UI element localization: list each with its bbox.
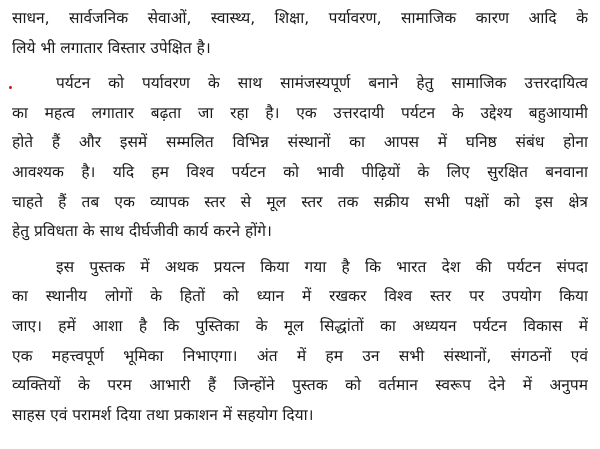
text-line: आवश्यक है। यदि हम विश्व पर्यटन को भावी पीढ़ियों के लिए सुरक्षित बनवाना: [12, 162, 588, 181]
text-line: जाए। हमें आशा है कि पुस्तिका के मूल सिद्धांतों का अध्ययन पर्यटन विकास में: [12, 316, 588, 335]
text-line: हेतु प्रविधता के साथ दीर्घजीवी कार्य करने होंगे।: [12, 222, 272, 241]
text-line: होते हैं और इसमें सम्मलित विभिन्न संस्थानों का आपस में घनिष्ठ संबंध होना: [12, 133, 588, 152]
text-line: लिये भी लगातार विस्तार उपेक्षित है।: [12, 38, 211, 57]
text-line: पर्यटन को पर्यावरण के साथ सामंजस्यपूर्ण बनाने हेतु सामाजिक उत्तरदायित्व: [56, 74, 588, 93]
text-line: एक महत्त्वपूर्ण भूमिका निभाएगा। अंत में हम उन सभी संस्थानों, संगठनों एवं: [12, 346, 588, 365]
text-line: साहस एवं परामर्श दिया तथा प्रकाशन में सहयोग दिया।: [12, 405, 314, 424]
paragraph-3: [12, 253, 588, 431]
paragraph-2: [12, 69, 588, 247]
text-line: व्यक्तियों के परम आभारी हैं जिन्होंने पुस्तक को वर्तमान स्वरूप देने में अनुपम: [12, 376, 588, 395]
text-line: साधन, सार्वजनिक सेवाओं, स्वास्थ्य, शिक्षा, पर्यावरण, सामाजिक कारण आदि के: [12, 9, 588, 27]
text-line: इस पुस्तक में अथक प्रयत्न किया गया है कि भारत देश की पर्यटन संपदा: [56, 257, 588, 276]
text-line: चाहते हैं तब एक व्यापक स्तर से मूल स्तर तक सक्रीय सभी पक्षों को इस क्षेत्र: [12, 192, 588, 211]
margin-mark: [9, 86, 12, 89]
text-line: का महत्व लगातार बढ़ता जा रहा है। एक उत्तरदायी पर्यटन के उद्देश्य बहुआयामी: [12, 103, 588, 122]
text-line: का स्थानीय लोगों के हितों को ध्यान में रखकर विश्व स्तर पर उपयोग किया: [12, 287, 588, 306]
paragraph-1: [12, 4, 588, 63]
